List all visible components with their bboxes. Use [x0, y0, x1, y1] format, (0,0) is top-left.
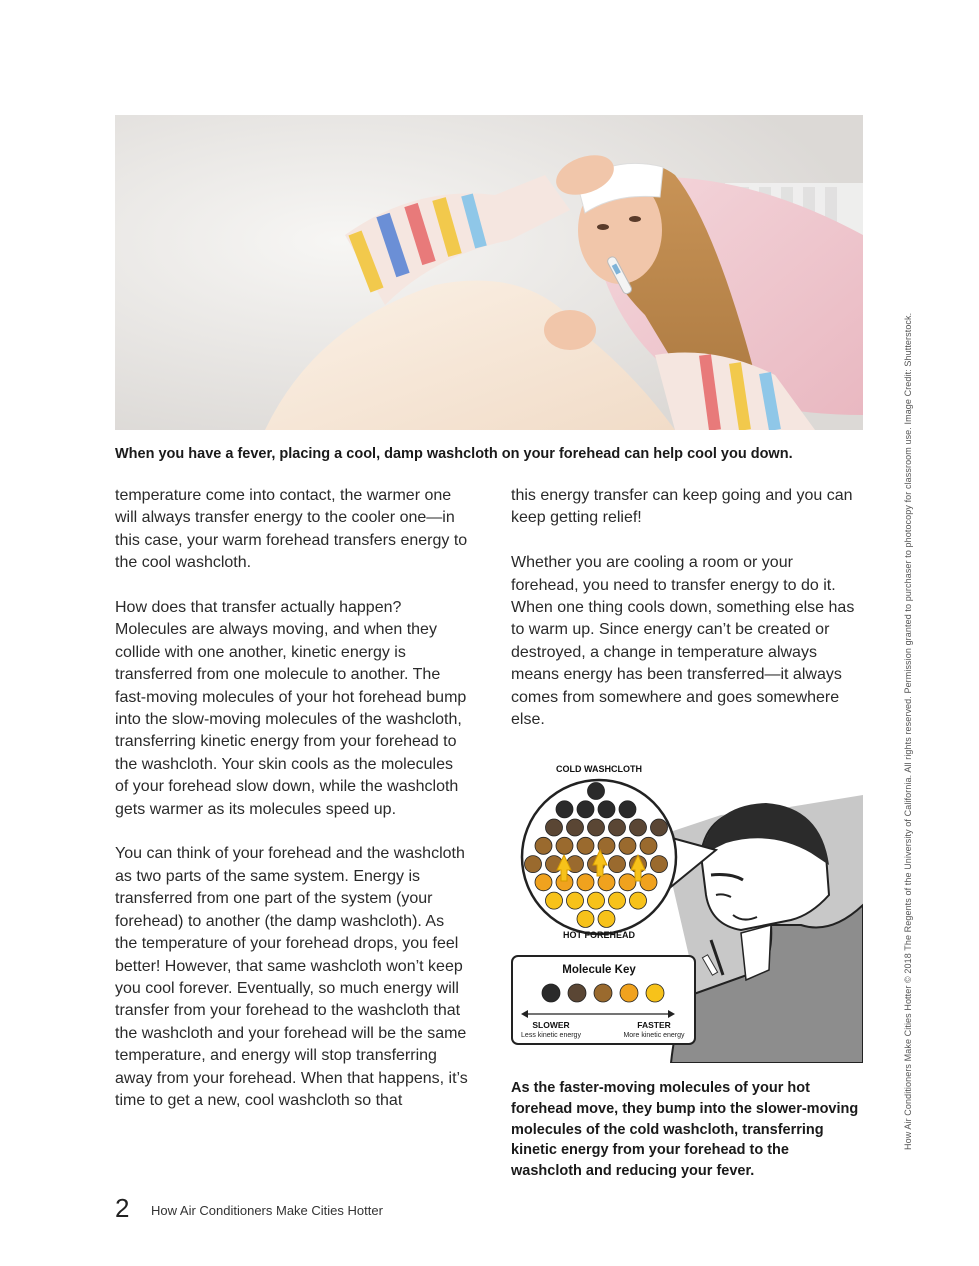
left-paragraph-2: How does that transfer actually happen? Molecules are always moving, and when they collide with one another, kinetic energy is transferred from one molecule to another. The fast-moving molecules of your hot forehead bump into the slow-moving molecules of the washcloth, transferring kinetic energy from your forehead to the washcloth. Your skin cools as the molecules of your forehead slow down, while the washcloth gets warmer as its molecules speed up.	[115, 599, 467, 818]
photo-caption: When you have a fever, placing a cool, damp washcloth on your forehead can help cool you down.	[115, 446, 793, 462]
molecule	[588, 892, 605, 909]
molecule	[588, 819, 605, 836]
key-dot	[542, 984, 560, 1002]
right-column	[511, 485, 863, 754]
left-paragraph-1: temperature come into contact, the warmer one will always transfer energy to the cooler one—in this case, your warm forehead transfers energy to the cool washcloth.	[115, 487, 468, 572]
hot-forehead-label: HOT FOREHEAD	[563, 930, 635, 940]
molecule	[577, 910, 594, 927]
molecule	[577, 801, 594, 818]
molecule	[651, 856, 668, 873]
key-slower-label: SLOWER	[532, 1020, 570, 1030]
key-slower-sub: Less kinetic energy	[521, 1032, 581, 1039]
key-faster-label: FASTER	[637, 1020, 671, 1030]
molecule	[619, 837, 636, 854]
molecule	[609, 856, 626, 873]
molecule	[609, 819, 626, 836]
molecule	[640, 837, 657, 854]
molecule	[598, 801, 615, 818]
key-dot	[594, 984, 612, 1002]
left-paragraph-3: You can think of your forehead and the washcloth as two parts of the same system. Energy is transferred from one part of the system (your forehead) to another (the damp washcloth). As the temperature of your forehead drops, you feel better! However, that same washcloth won’t keep you cool forever. Eventually, so much energy will transfer from your forehead to the washcloth that the washcloth and your forehead will be the same temperature, and energy will stop transferring away from your forehead. When that happens, it’s time to get a new, cool washcloth so that	[115, 845, 468, 1109]
molecule	[577, 874, 594, 891]
key-dot	[646, 984, 664, 1002]
molecule	[609, 892, 626, 909]
cold-washcloth-label: COLD WASHCLOTH	[556, 764, 642, 774]
molecule	[651, 819, 668, 836]
footer-title: How Air Conditioners Make Cities Hotter	[151, 1203, 383, 1218]
molecule	[556, 837, 573, 854]
side-credit: How Air Conditioners Make Cities Hotter © 2018 The Regents of the University of California. All rights reserved. Permission granted to purchaser to photocopy for classroom use. Image Credit: Shutterstock.	[903, 312, 913, 1150]
fever-photo	[115, 115, 863, 430]
molecule	[546, 892, 563, 909]
molecule	[630, 819, 647, 836]
molecule	[556, 801, 573, 818]
molecule-key	[512, 956, 695, 1044]
molecule	[567, 819, 584, 836]
molecule	[619, 874, 636, 891]
molecule	[640, 874, 657, 891]
page-number: 2	[115, 1193, 130, 1223]
molecule	[598, 910, 615, 927]
molecule	[588, 783, 605, 800]
left-column	[115, 485, 470, 1135]
key-dot	[568, 984, 586, 1002]
molecule	[525, 856, 542, 873]
molecule	[567, 892, 584, 909]
key-dot	[620, 984, 638, 1002]
key-faster-sub: More kinetic energy	[623, 1032, 685, 1039]
right-paragraph-2: Whether you are cooling a room or your forehead, you need to transfer energy to do it. When one thing cools down, something else has to warm up. Since energy can’t be created or destroyed, a change in temperature always means energy has been transferred—it always comes from somewhere and goes somewhere else.	[511, 554, 855, 729]
molecule-diagram	[511, 755, 863, 1063]
molecule	[546, 819, 563, 836]
molecule	[535, 874, 552, 891]
right-paragraph-1: this energy transfer can keep going and you can keep getting relief!	[511, 487, 853, 527]
fever-photo-illustration	[115, 115, 863, 430]
molecule	[630, 892, 647, 909]
molecule	[577, 837, 594, 854]
molecule	[619, 801, 636, 818]
figure-caption: As the faster-moving molecules of your hot forehead move, they bump into the slower-moving molecules of the cold washcloth, transferring kinetic energy from your forehead to the washcloth and reducing your fever.	[511, 1080, 859, 1180]
molecule-key-title: Molecule Key	[562, 964, 636, 976]
molecule	[535, 837, 552, 854]
